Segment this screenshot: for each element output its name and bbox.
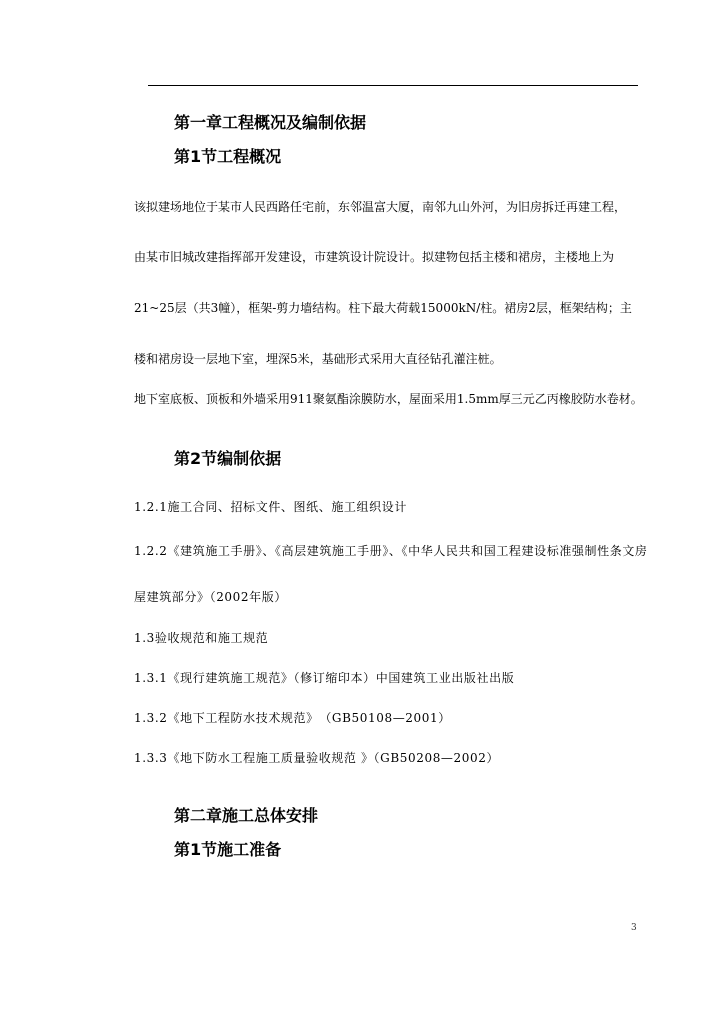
section-2-title: 第2节编制依据 [174,449,282,468]
section-1-title: 第1节工程概况 [174,147,282,166]
page-number: 3 [631,923,637,933]
basis-line-5: 1.3.1《现行建筑施工规范》（修订缩印本）中国建筑工业出版社出版 [134,671,515,685]
overview-line-4: 楼和裙房设一层地下室，埋深5米，基础形式采用大直径钻孔灌注桩。 [134,352,502,366]
chapter-2-title: 第二章施工总体安排 [174,806,319,825]
basis-line-1: 1.2.1施工合同、招标文件、图纸、施工组织设计 [134,500,407,514]
basis-line-2: 1.2.2《建筑施工手册》、《高层建筑施工手册》、《中华人民共和国工程建设标准强制性条文房 [134,544,648,558]
section-3-title: 第1节施工准备 [174,840,282,859]
header-rule [148,85,638,86]
overview-line-1: 该拟建场地位于某市人民西路任宅前，东邻温富大厦，南邻九山外河，为旧房拆迁再建工程， [134,200,627,214]
basis-line-3: 屋建筑部分》（2002年版） [134,590,287,604]
basis-line-6: 1.3.2《地下工程防水技术规范》 （GB50108—2001） [134,711,451,725]
basis-line-7: 1.3.3《地下防水工程施工质量验收规范 》（GB50208—2002） [134,751,500,765]
overview-line-5: 地下室底板、顶板和外墙采用911聚氨酯涂膜防水，屋面采用1.5mm厚三元乙丙橡胶防水卷材。 [134,392,643,406]
overview-line-2: 由某市旧城改建指挥部开发建设，市建筑设计院设计。拟建物包括主楼和裙房，主楼地上为 [134,250,615,264]
overview-line-3: 21~25层（共3幢），框架-剪力墙结构。柱下最大荷载15000kN/柱。裙房2层，框架结构；主 [134,301,632,315]
basis-line-4: 1.3验收规范和施工规范 [134,631,269,645]
chapter-1-title: 第一章工程概况及编制依据 [174,113,367,132]
